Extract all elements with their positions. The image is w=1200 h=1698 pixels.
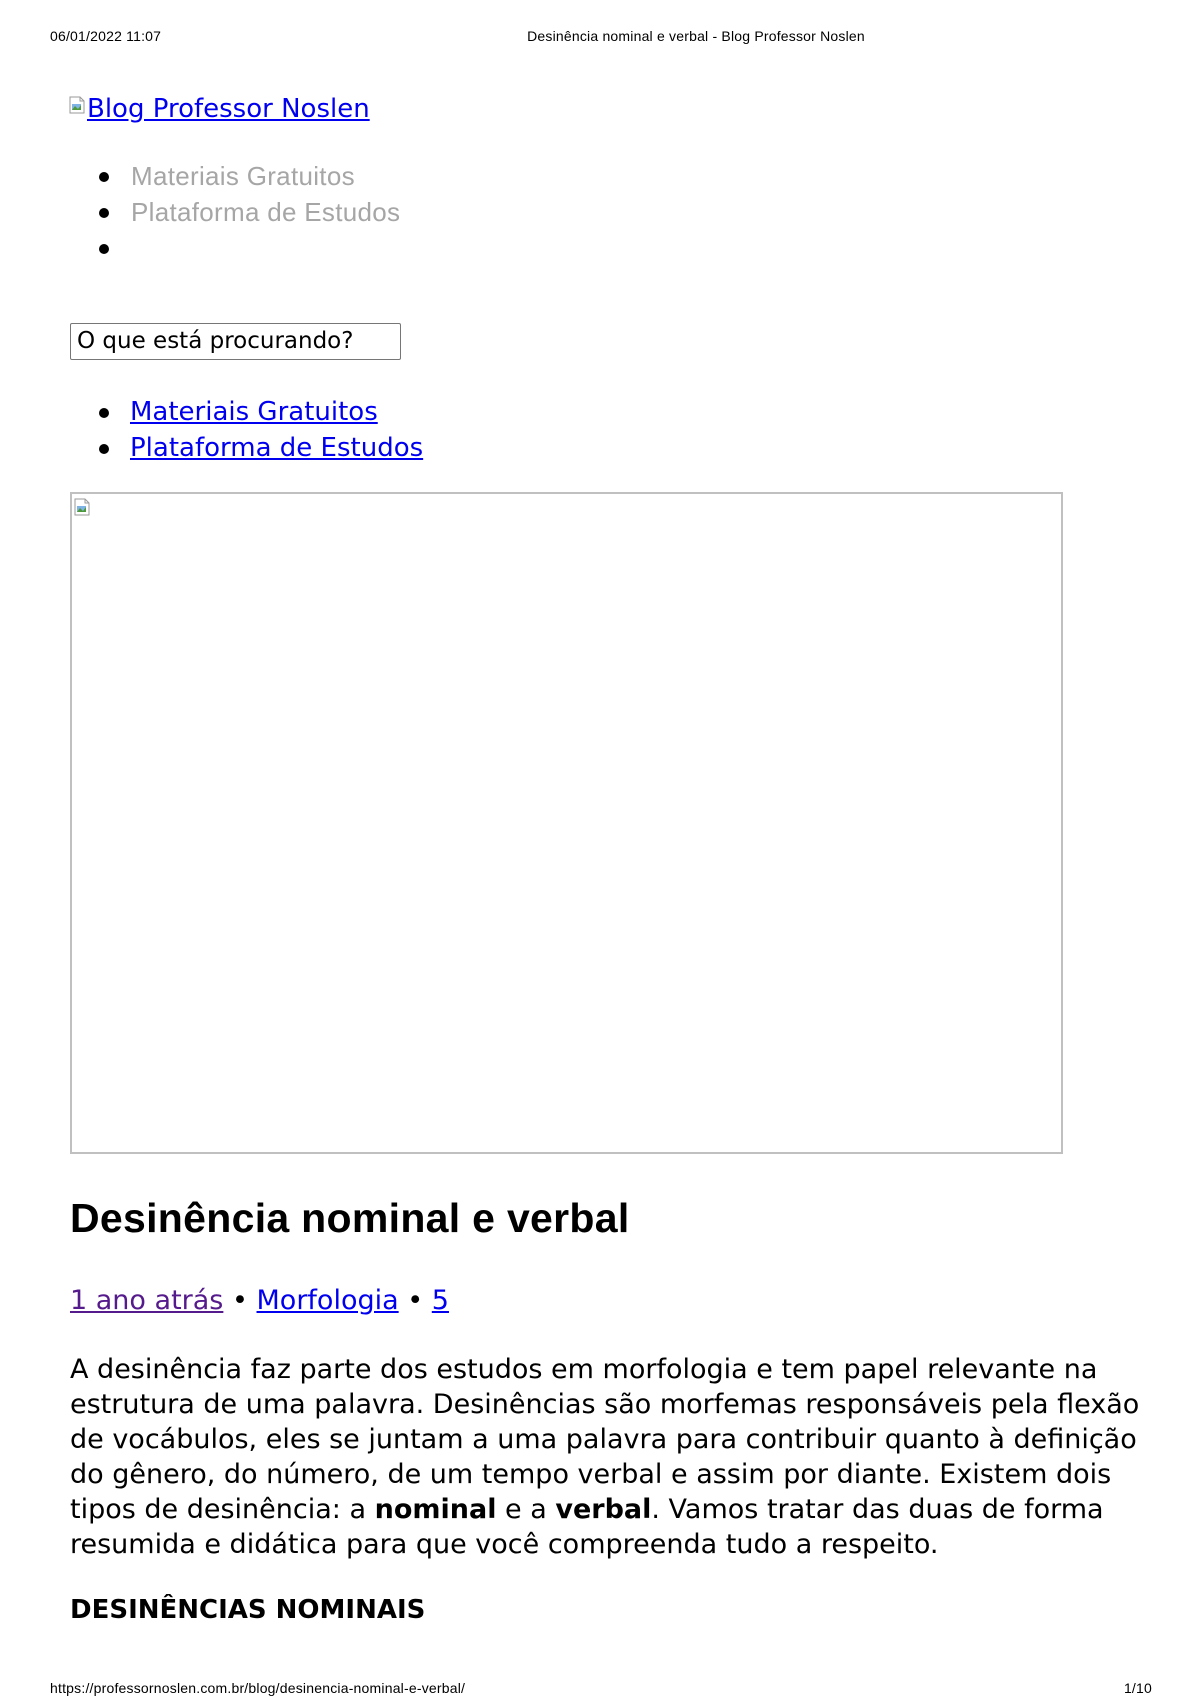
print-footer [0,1680,1200,1698]
article-date-link[interactable]: 1 ano atrás [70,1285,224,1316]
meta-separator: • [231,1285,248,1316]
intro-text: e a [496,1494,556,1525]
print-page-title: Desinência nominal e verbal - Blog Professor Noslen [527,28,865,44]
list-bullet [99,444,109,454]
intro-text: . Vamos tratar das duas de forma resumida e didática para que você compreenda tudo a respeito. [70,1494,1104,1560]
top-menu-item-materiais[interactable] [95,158,400,194]
article-meta [70,1285,449,1316]
article-comments-link[interactable]: 5 [431,1285,449,1316]
intro-bold-verbal: verbal [555,1494,652,1525]
article-title: Desinência nominal e verbal [70,1195,630,1241]
search-input[interactable] [70,323,401,360]
top-menu-item-plataforma[interactable] [95,194,400,230]
section-heading: DESINÊNCIAS NOMINAIS [70,1595,426,1625]
top-navigation [95,158,400,266]
broken-image-icon [69,96,85,114]
intro-text: A desinência faz parte dos estudos em morfologia e tem papel relevante na estrutura de uma palavra. Desinências são morfemas responsáveis pela flexão de vocábulos, eles se juntam a uma palavra para contribuir quanto à definição do gênero, do número, de um tempo verbal e assim por diante. Existem dois tipos de desinência: a [70,1354,1140,1525]
print-date: 06/01/2022 11:07 [50,28,162,44]
intro-bold-nominal: nominal [374,1494,497,1525]
secondary-navigation [95,394,423,466]
top-menu-item-label: Materiais Gratuitos [131,161,355,191]
article-category-link[interactable]: Morfologia [256,1285,399,1316]
list-bullet [99,408,109,418]
top-menu-item-empty[interactable] [95,230,400,266]
print-header [0,28,1200,48]
broken-image-icon [74,498,90,516]
print-page-number: 1/10 [1123,1680,1152,1696]
article-intro-paragraph [70,1352,1150,1562]
sub-menu-link-materiais[interactable]: Materiais Gratuitos [130,397,378,427]
featured-image [70,492,1063,1154]
print-url: https://professornoslen.com.br/blog/desinencia-nominal-e-verbal/ [50,1680,466,1696]
meta-separator: • [407,1285,424,1316]
site-logo-link[interactable] [69,94,370,124]
sub-menu-item-plataforma [95,430,423,466]
list-bullet [99,208,109,218]
sub-menu-item-materiais [95,394,423,430]
sub-menu-link-plataforma[interactable]: Plataforma de Estudos [130,433,424,463]
top-menu-item-label: Plataforma de Estudos [131,197,401,227]
list-bullet [99,172,109,182]
list-bullet [99,244,109,254]
search-placeholder: O que está procurando? [77,328,354,354]
logo-alt-text: Blog Professor Noslen [87,94,370,124]
